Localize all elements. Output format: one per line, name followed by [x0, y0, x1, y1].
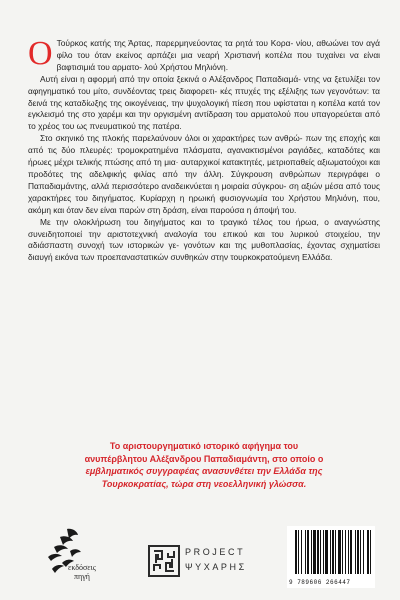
publisher-line: πηγή [74, 572, 90, 581]
text-line: και του λυρικού στοιχείου, την αδιάσπαστη συνοχή των ιστορικών γε- [28, 228, 380, 251]
intro-line: λού Χρήστου Μηλιόνη. [144, 61, 229, 72]
tagline-line: εμβληματικός συγγραφέας ανασυνθέτει την Ελλάδα της [85, 466, 323, 476]
text-line: ο Παπαδιαμάντης, αλλά περισσότερο αναδεικνύεται η μοιραία σύγκρου- [28, 168, 381, 191]
tagline-line: ανυπέρβλητου Αλέξανδρου Παπαδιαμάντη, στο οποίο ο [84, 453, 324, 464]
text-line: της αδελφικής φιλίας από την άλλη. Σύγκρουση ανθρώπων περιγράφει [70, 168, 369, 179]
publisher-name [68, 563, 96, 581]
text-line: γονότων και της μυθοπλασίας, έχοντας σχηματίσει διαυγή εικόνα των [28, 240, 381, 263]
project-line: PROJECT [185, 547, 246, 557]
text-line: στη δράση, είναι παρούσα η άποψή του. [147, 204, 297, 215]
barcode-number: 9 789606 266447 [289, 579, 351, 586]
intro-line: Τούρκος κατής της Άρτας, παρερμηνεύοντας τα ρητά του Κορα- [56, 38, 294, 48]
text-line: αγανακτισμένοι ραγιάδες, καταδότες και ήρωες μέχρι τελικής πτώσης από [28, 145, 381, 168]
text-line: προεπαναστατικών συνθηκών στην τουρκοκρατούμενη Ελλάδα. [96, 252, 333, 263]
text-line: ο αναγνώστης συνειδητοποιεί την αριστοτεχνική αναλογία του επικού [28, 216, 380, 239]
paragraph-conclusion [28, 217, 380, 265]
project-line: ΨΥΧΑΡΗΣ [185, 562, 247, 572]
text-line: ση αξιών μέσα από τους χαρακτήρες του διηγήματος. Κυρίαρχη η ηρωική [28, 180, 380, 203]
drop-cap: Ο [28, 35, 53, 72]
blurb-text [28, 35, 381, 264]
paragraph-characters [28, 133, 380, 216]
publisher-line: εκδόσεις [68, 563, 96, 572]
text-line: εγκλεισμό της στο χαρέμι και την οργισμένη αντίδραση του αρματολού [28, 109, 291, 120]
tagline-line: Τουρκοκρατίας, τώρα στη νεοελληνική γλώσσα. [101, 478, 307, 489]
highlight-tagline [28, 440, 380, 490]
text-line: τη μια· αυταρχικοί κατακτητές, μετριοπαθείς αξιωματούχοι και προδότες [28, 157, 380, 179]
text-line: που υπαγορεύεται από το χρέος του ως πνευματικού της πατέρα. [28, 109, 380, 132]
text-line: πων της εποχής και από τις δύο πλευρές: τρομοκρατημένα πλάσματα, [28, 133, 380, 156]
intro-line: νίου, αθωώνει τον αγά φίλο του όταν εκείνος αρπάζει μια νεαρή [56, 38, 380, 60]
text-line: οικογένειας, την ψυχολογική πίεση που υφίσταται η κοπέλα κατά τον [124, 97, 380, 108]
text-line: κές πτυχές της εξέλιξης των γεγονότων: τα δεινά της καταδίωξης της [28, 85, 380, 108]
text-line: Αυτή είναι η αφορμή από την οποία ξεκινά ο Αλέξανδρος Παπαδιαμά- [40, 73, 301, 84]
meander-square-logo-icon [148, 545, 180, 577]
text-line: Με την ολοκλήρωση του διηγήματος και το τραγικό τέλος του ήρωα, [40, 216, 319, 227]
isbn-barcode [287, 526, 375, 588]
text-line: φυσιογνωμία του Χρήστου Μηλιόνη, που, ακόμη και όταν δεν είναι παρών [28, 192, 380, 215]
text-line: Στο σκηνικό της πλοκής παρελαύνουν όλοι οι χαρακτήρες των ανθρώ- [40, 133, 303, 144]
intro-paragraph [28, 35, 381, 74]
text-line: ντης να ξετυλίξει τον αφηγηματικό του μίτο, συνδέοντας τρεις διαφορετι- [28, 73, 380, 96]
paragraph-premise [28, 74, 380, 134]
ean13-barcode-icon [291, 530, 371, 576]
project-psycharis-label [185, 545, 247, 575]
intro-line: Χριστιανή κοπέλα που τυχαίνει να είναι βαφτισιμιά του αρματο- [56, 49, 381, 72]
tagline-line: Το αριστουργηματικό ιστορικό αφήγημα του [109, 441, 299, 451]
